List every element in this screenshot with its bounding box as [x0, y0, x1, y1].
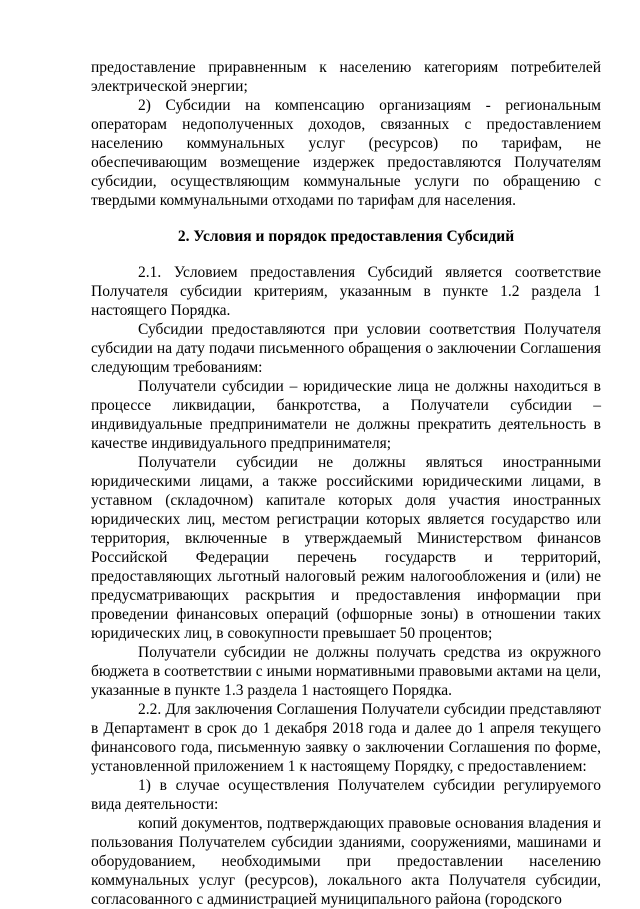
- document-body: [91, 58, 601, 909]
- paragraph-copies: копий документов, подтверждающих правовые основания владения и пользования Получателем субсидии зданиями, сооружениями, машинами и оборудованием, необходимыми при предоставлении населению коммунальных услуг (ресурсов), локального акта Получателя субсидии, согласованного с администрацией муниципального района (городского: [91, 815, 601, 908]
- paragraph-2-2: 2.2. Для заключения Соглашения Получатели субсидии представляют в Департамент в срок до 1 декабря 2018 года и далее до 1 апреля текущего финансового года, письменную заявку о заключении Соглашения по форме, установленной приложением 1 к настоящему Порядку, с предоставлением:: [91, 701, 601, 775]
- paragraph-requirement-foreign: Получатели субсидии не должны являться иностранными юридическими лицами, а также российскими юридическими лицами, в уставном (складочном) капитале которых доля участия иностранных юридических лиц, местом регистрации которых является государство или территория, включенные в утверждаемый Министерством финансов Российской Федерации перечень государств и территорий, предоставляющих льготный налоговый режим налогообложения и (или) не предусматривающих раскрытия и предоставления информации при проведении финансовых операций (офшорные зоны) в отношении таких юридических лиц, в совокупности превышает 50 процентов;: [91, 454, 601, 642]
- paragraph-conditions: Субсидии предоставляются при условии соответствия Получателя субсидии на дату подачи письменного обращения о заключении Соглашения следующим требованиям:: [91, 321, 601, 376]
- section-heading: 2. Условия и порядок предоставления Субсидий: [177, 228, 515, 245]
- paragraph-continuation: предоставление приравненным к населению категориям потребителей электрической энергии;: [91, 59, 601, 95]
- paragraph-2-1: 2.1. Условием предоставления Субсидий является соответствие Получателя субсидии критериям, указанным в пункте 1.2 раздела 1 настоящего Порядка.: [91, 264, 601, 319]
- paragraph-requirement-liquidation: Получатели субсидии – юридические лица не должны находиться в процессе ликвидации, банкротства, а Получатели субсидии – индивидуальные предприниматели не должны прекратить деятельность в качестве индивидуального предпринимателя;: [91, 378, 601, 452]
- paragraph-requirement-budget: Получатели субсидии не должны получать средства из окружного бюджета в соответствии с иными нормативными правовыми актами на цели, указанные в пункте 1.3 раздела 1 настоящего Порядка.: [91, 644, 601, 699]
- paragraph-subsidy-2: 2) Субсидии на компенсацию организациям - региональным операторам недополученных доходов, связанных с предоставлением населению коммунальных услуг (ресурсов) по тарифам, не обеспечивающим возмещение издержек предоставляются Получателям субсидии, осуществляющим коммунальные услуги по обращению с твердыми коммунальными отходами по тарифам для населения.: [91, 97, 601, 209]
- paragraph-item-1: 1) в случае осуществления Получателем субсидии регулируемого вида деятельности:: [91, 777, 601, 813]
